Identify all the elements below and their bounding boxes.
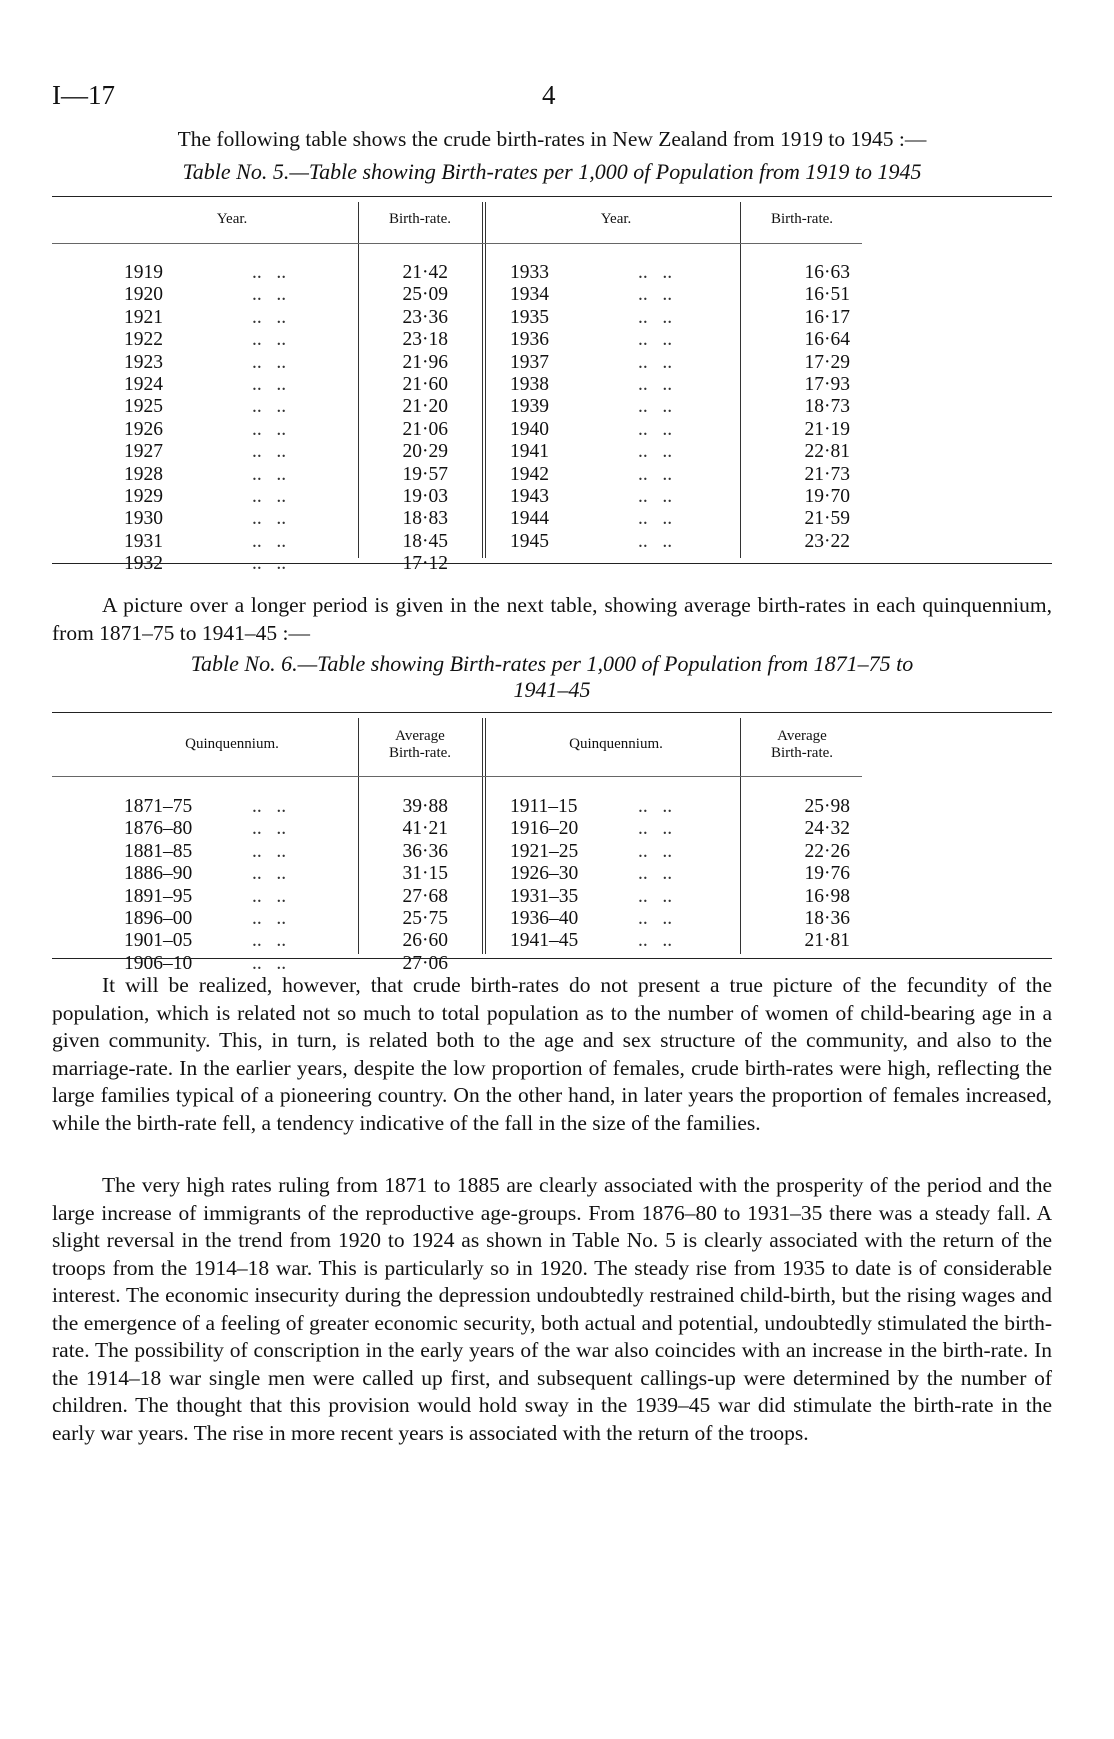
table5-left-years (124, 262, 354, 575)
table-row: 1919 .. .. (124, 262, 287, 283)
table6-right-rates: 25·98 24·32 22·26 19·76 16·98 18·36 21·81 (804, 796, 850, 952)
table6-header-rule (52, 776, 862, 777)
table-row: 1936–40 .. .. (510, 907, 673, 929)
paragraph-1: It will be realized, however, that crude birth-rates do not present a true picture of the fecundity of the population, which is related not so much to total population as to the number of women of child-bearing age in a given community. This, in turn, is related both to the age and sex structure of the community, and also to the marriage-rate. In the earlier years, despite the low proportion of females, crude birth-rates were high, reflecting the large families typical of a pioneering country. On the other hand, in later years the proportion of females increased, while the birth-rate fell, a tendency indicative of the fall in the size of the families. (52, 973, 1052, 1135)
table-row: 1942 .. .. (510, 463, 673, 485)
table-row: 1901–05 .. .. (124, 930, 287, 952)
intro-table5: The following table shows the crude birth-rates in New Zealand from 1919 to 1945 :— (177, 127, 927, 151)
table6-caption-line1: Table No. 6.—Table showing Birth-rates per 1,000 of Population from 1871–75 to (190, 651, 914, 676)
table5-divider (358, 202, 359, 558)
table6-divider (740, 718, 741, 954)
table-row: 1937 .. .. (510, 351, 673, 373)
table5-bottom-rule (52, 563, 1052, 564)
table5-header-rule (52, 243, 862, 244)
table6-caption-line2: 1941–45 (513, 677, 591, 702)
table-row: 1933 .. .. (510, 262, 673, 283)
table-row: 1943 .. .. (510, 485, 673, 507)
table-row: 1945 .. .. (510, 530, 673, 552)
paragraph-2: The very high rates ruling from 1871 to 1885 are clearly associated with the prosperity of the period and the large increase of immigrants of the reproductive age-groups. From 1876–80 to 1931–35 there was a steady fall. A slight reversal in the trend from 1920 to 1924 as shown in Table No. 5 is clearly associated with the return of the troops from the 1914–18 war. This is particularly so in 1920. The steady rise from 1935 to date is of considerable interest. The economic insecurity during the depression undoubtedly restrained child-birth, but the rising wages and the emergence of a feeling of greater economic security, both actual and potential, undoubtedly stimulated the birth-rate. The possibility of conscription in the early years of the war also coincides with an increase in the birth-rate. In the 1914–18 war single men were called up first, and subsequent callings-up were determined by the number of children. The thought that this provision would hold sway in the 1939–45 war did stimulate the birth-rate in the early war years. The rise in more recent years is associated with the return of the troops. (52, 1173, 1052, 1445)
table-row: 1940 .. .. (510, 418, 673, 440)
table-row: 1924 .. .. (124, 373, 287, 395)
table-row: 1881–85 .. .. (124, 840, 287, 862)
table-row: 1886–90 .. .. (124, 863, 287, 885)
table6-header-rate: Average Birth-rate. (770, 728, 834, 761)
document-reference: I—17 (52, 80, 115, 110)
table-row: 1896–00 .. .. (124, 907, 287, 929)
table-row: 1925 .. .. (124, 396, 287, 418)
table-row: 1871–75 .. .. (124, 796, 287, 817)
table5-header-year: Year. (600, 211, 632, 227)
table-row: 1935 .. .. (510, 306, 673, 328)
table-row: 1931–35 .. .. (510, 885, 673, 907)
table-row: 1939 .. .. (510, 396, 673, 418)
table6-center-divider (482, 718, 486, 954)
intro-table6: A picture over a longer period is given in the next table, showing average birth-rates in each quinquennium, from 1871–75 to 1941–45 :— (52, 593, 1052, 645)
table-row: 1906–10 .. .. (124, 952, 287, 974)
table5-divider (740, 202, 741, 558)
table5-header-rate: Birth-rate. (388, 211, 452, 227)
table6-left-periods (124, 796, 354, 975)
table-row: 1932 .. .. (124, 553, 287, 575)
table-row: 1941 .. .. (510, 441, 673, 463)
table6 (52, 712, 1052, 974)
table-row: 1923 .. .. (124, 351, 287, 373)
table-row: 1916–20 .. .. (510, 818, 673, 840)
table-row: 1876–80 .. .. (124, 818, 287, 840)
table5-right-years (510, 262, 740, 553)
page-header (52, 80, 1052, 116)
table6-right-periods (510, 796, 740, 953)
table-row: 1934 .. .. (510, 284, 673, 306)
page-number: 4 (542, 80, 556, 110)
table6-left-rates: 39·88 41·21 36·36 31·15 27·68 25·75 26·60 27·06 (402, 796, 448, 974)
table-row: 1926–30 .. .. (510, 863, 673, 885)
table-row: 1926 .. .. (124, 418, 287, 440)
table-row: 1921–25 .. .. (510, 840, 673, 862)
table5-right-rates: 16·63 16·51 16·17 16·64 17·29 17·93 18·73 21·19 22·81 21·73 19·70 21·59 23·22 (804, 262, 850, 552)
table-row: 1928 .. .. (124, 463, 287, 485)
table-row: 1891–95 .. .. (124, 885, 287, 907)
table5-header-year: Year. (216, 211, 248, 227)
table6-bottom-rule (52, 958, 1052, 959)
table-row: 1929 .. .. (124, 485, 287, 507)
table-row: 1911–15 .. .. (510, 796, 673, 817)
table-row: 1941–45 .. .. (510, 930, 673, 952)
table6-header-rate: Average Birth-rate. (388, 728, 452, 761)
table-row: 1936 .. .. (510, 329, 673, 351)
table-row: 1921 .. .. (124, 306, 287, 328)
table5-caption: Table No. 5.—Table showing Birth-rates per 1,000 of Population from 1919 to 1945 (182, 159, 922, 184)
table5-left-rates: 21·42 25·09 23·36 23·18 21·96 21·60 21·20 21·06 20·29 19·57 19·03 18·83 18·45 17·12 (402, 262, 448, 575)
table-row: 1930 .. .. (124, 508, 287, 530)
table5-header-rate: Birth-rate. (770, 211, 834, 227)
table-row: 1931 .. .. (124, 530, 287, 552)
table5 (52, 196, 1052, 575)
table-row: 1944 .. .. (510, 508, 673, 530)
table-row: 1920 .. .. (124, 284, 287, 306)
table6-header-period: Quinquennium. (569, 736, 663, 752)
table-row: 1927 .. .. (124, 441, 287, 463)
table5-center-divider (482, 202, 486, 558)
table6-header-period: Quinquennium. (185, 736, 279, 752)
table-row: 1922 .. .. (124, 329, 287, 351)
table-row: 1938 .. .. (510, 373, 673, 395)
